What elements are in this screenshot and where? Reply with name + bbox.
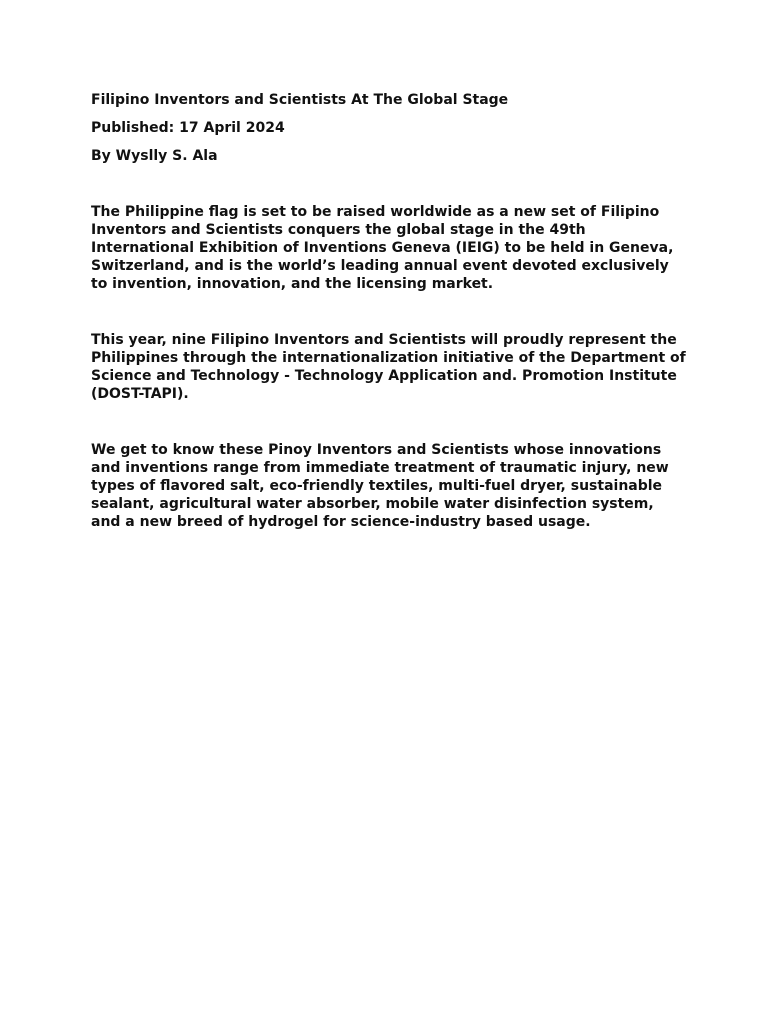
- article-title: Filipino Inventors and Scientists At The Global Stage: [91, 92, 509, 108]
- paragraph-representation: This year, nine Filipino Inventors and Scientists will proudly represent the Philippines through the internationalization initiative of the Department of Science and Technology - Technology Application and. Promotion Institute (DOST-TAPI).: [91, 332, 686, 402]
- paragraph-intro: The Philippine flag is set to be raised worldwide as a new set of Filipino Inventors and Scientists conquers the global stage in the 49th International Exhibition of Inventions Geneva (IEIG) to be held in Geneva, Switzerland, and is the world’s leading annual event devoted exclusively to invention, innovation, and the licensing market.: [91, 204, 674, 292]
- paragraph-inventions: We get to know these Pinoy Inventors and Scientists whose innovations and inventions range from immediate treatment of traumatic injury, new types of flavored salt, eco-friendly textiles, multi-fuel dryer, sustainable sealant, agricultural water absorber, mobile water disinfection system, and a new breed of hydrogel for science-industry based usage.: [91, 442, 669, 530]
- author-byline: By Wyslly S. Ala: [91, 148, 218, 164]
- document-page: [91, 91, 691, 531]
- published-date: Published: 17 April 2024: [91, 120, 285, 136]
